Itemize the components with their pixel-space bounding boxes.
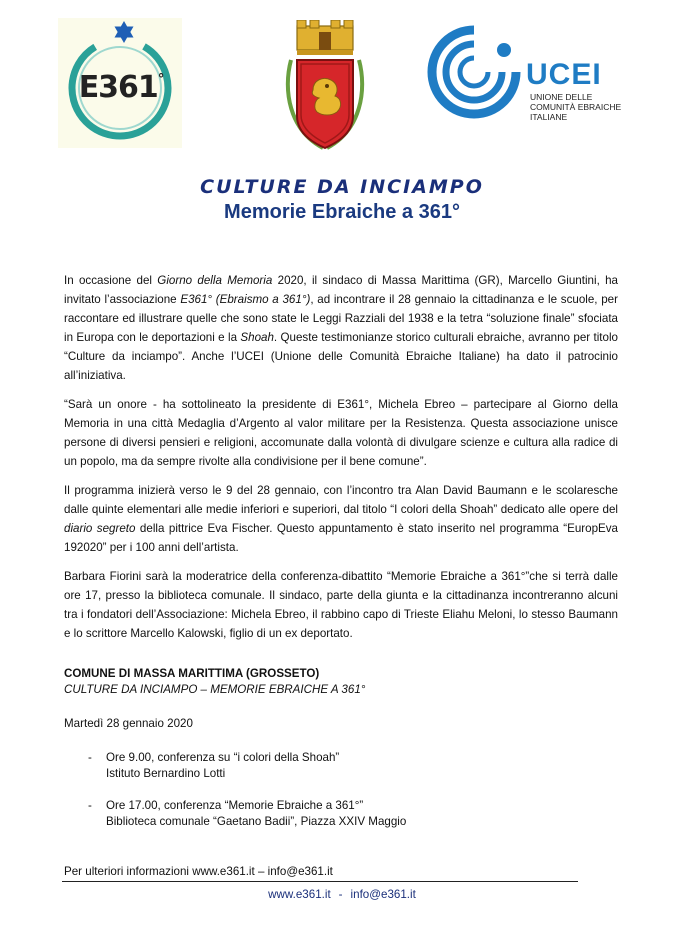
event-section-subtitle: CULTURE DA INCIAMPO – MEMORIE EBRAICHE A 361° (64, 683, 366, 696)
ucei-swirl-icon (424, 22, 524, 122)
ucei-logo (424, 22, 624, 122)
list-dash: - (88, 799, 92, 812)
e361-logo (58, 18, 182, 148)
event-time-title: Ore 9.00, conferenza su “i colori della Shoah” (106, 751, 340, 764)
footer-separator: - (338, 888, 343, 901)
event-date: Martedì 28 gennaio 2020 (64, 717, 193, 730)
paragraph-intro: In occasione del Giorno della Memoria 2020, il sindaco di Massa Marittima (GR), Marcello Giuntini, ha invitato l’associazione E361° (Ebraismo a 361°), ad incontrare il 28 gennaio la cittadinanza e le scuole, per raccontare ed illustrare quelle che sono state le Leggi Razziali del 1938 e la tetra “soluzione finale” sfociata in Europa con le deportazioni e la Shoah. Queste testimonianze storico culturali ebraiche, avranno per titolo “Culture da inciampo”. Anche l’UCEI (Unione delle Comunità Ebraiche Italiane) ha dato il patrocinio all’iniziativa. (64, 274, 618, 382)
event-time-title: Ore 17.00, conferenza “Memorie Ebraiche a 361°” (106, 799, 364, 812)
list-item (64, 750, 618, 782)
massa-marittima-crest (283, 20, 367, 154)
paragraph-conference: Barbara Fiorini sarà la moderatrice della conferenza-dibattito “Memorie Ebraiche a 361°”che si terrà dalle ore 17, presso la biblioteca comunale. Il sindaco, parte della giunta e la cittadinanza incontreranno alcuni tra i fondatori dell’Associazione: Michela Ebreo, il rabbino capo di Trieste Eliahu Meloni, lo stesso Baumann e lo scrittore Marcello Kalowski, figlio di un ex deportato. (64, 570, 618, 640)
article-body (64, 271, 618, 655)
event-venue: Istituto Bernardino Lotti (106, 767, 226, 780)
paragraph-program: Il programma inizierà verso le 9 del 28 gennaio, con l’incontro tra Alan David Baumann e le scolaresche dalle quinte elementari alle medie inferiori e superiori, dal titolo “I colori della Shoah” dedicato alle opere del diario segreto della pittrice Eva Fischer. Questo appuntamento è stato inserito nel programma “EuropEva 192020” per i 100 anni dell’artista. (64, 484, 619, 554)
list-dash: - (88, 751, 92, 764)
paragraph-quote: “Sarà un onore - ha sottolineato la presidente di E361°, Michela Ebreo – partecipare al Giorno della Memoria in una città Medaglia d’Argento al valor militare per la Resistenza. Questa associazione unisce persone di diversi pensieri e religioni, accomunate dalla volontà di divulgare scienze e cultura alla radice di un popolo, ma da sempre rivolte alla condivisione per il bene comune”. (64, 398, 618, 468)
footer-links (0, 888, 684, 901)
star-of-david-icon (115, 21, 134, 43)
email-link[interactable]: info@e361.it (350, 888, 416, 901)
contact-info: Per ulteriori informazioni www.e361.it – info@e361.it (64, 865, 333, 878)
e361-logo-text: E361° (78, 70, 164, 105)
event-section (64, 666, 618, 846)
event-list (64, 750, 618, 830)
document-title-culture: CULTURE DA INCIAMPO (200, 176, 484, 198)
event-section-heading: COMUNE DI MASSA MARITTIMA (GROSSETO) (64, 667, 320, 680)
crest-shield-icon (283, 20, 367, 154)
list-item (64, 798, 618, 830)
footer-divider (62, 881, 578, 882)
ucei-wordmark: UCEI (526, 58, 602, 91)
website-link[interactable]: www.e361.it (268, 888, 331, 901)
event-venue: Biblioteca comunale “Gaetano Badii”, Piazza XXIV Maggio (106, 815, 407, 828)
document-title-memorie: Memorie Ebraiche a 361° (224, 201, 460, 223)
ucei-subtitle: UNIONE DELLE COMUNITÀ EBRAICHE ITALIANE (530, 92, 622, 122)
